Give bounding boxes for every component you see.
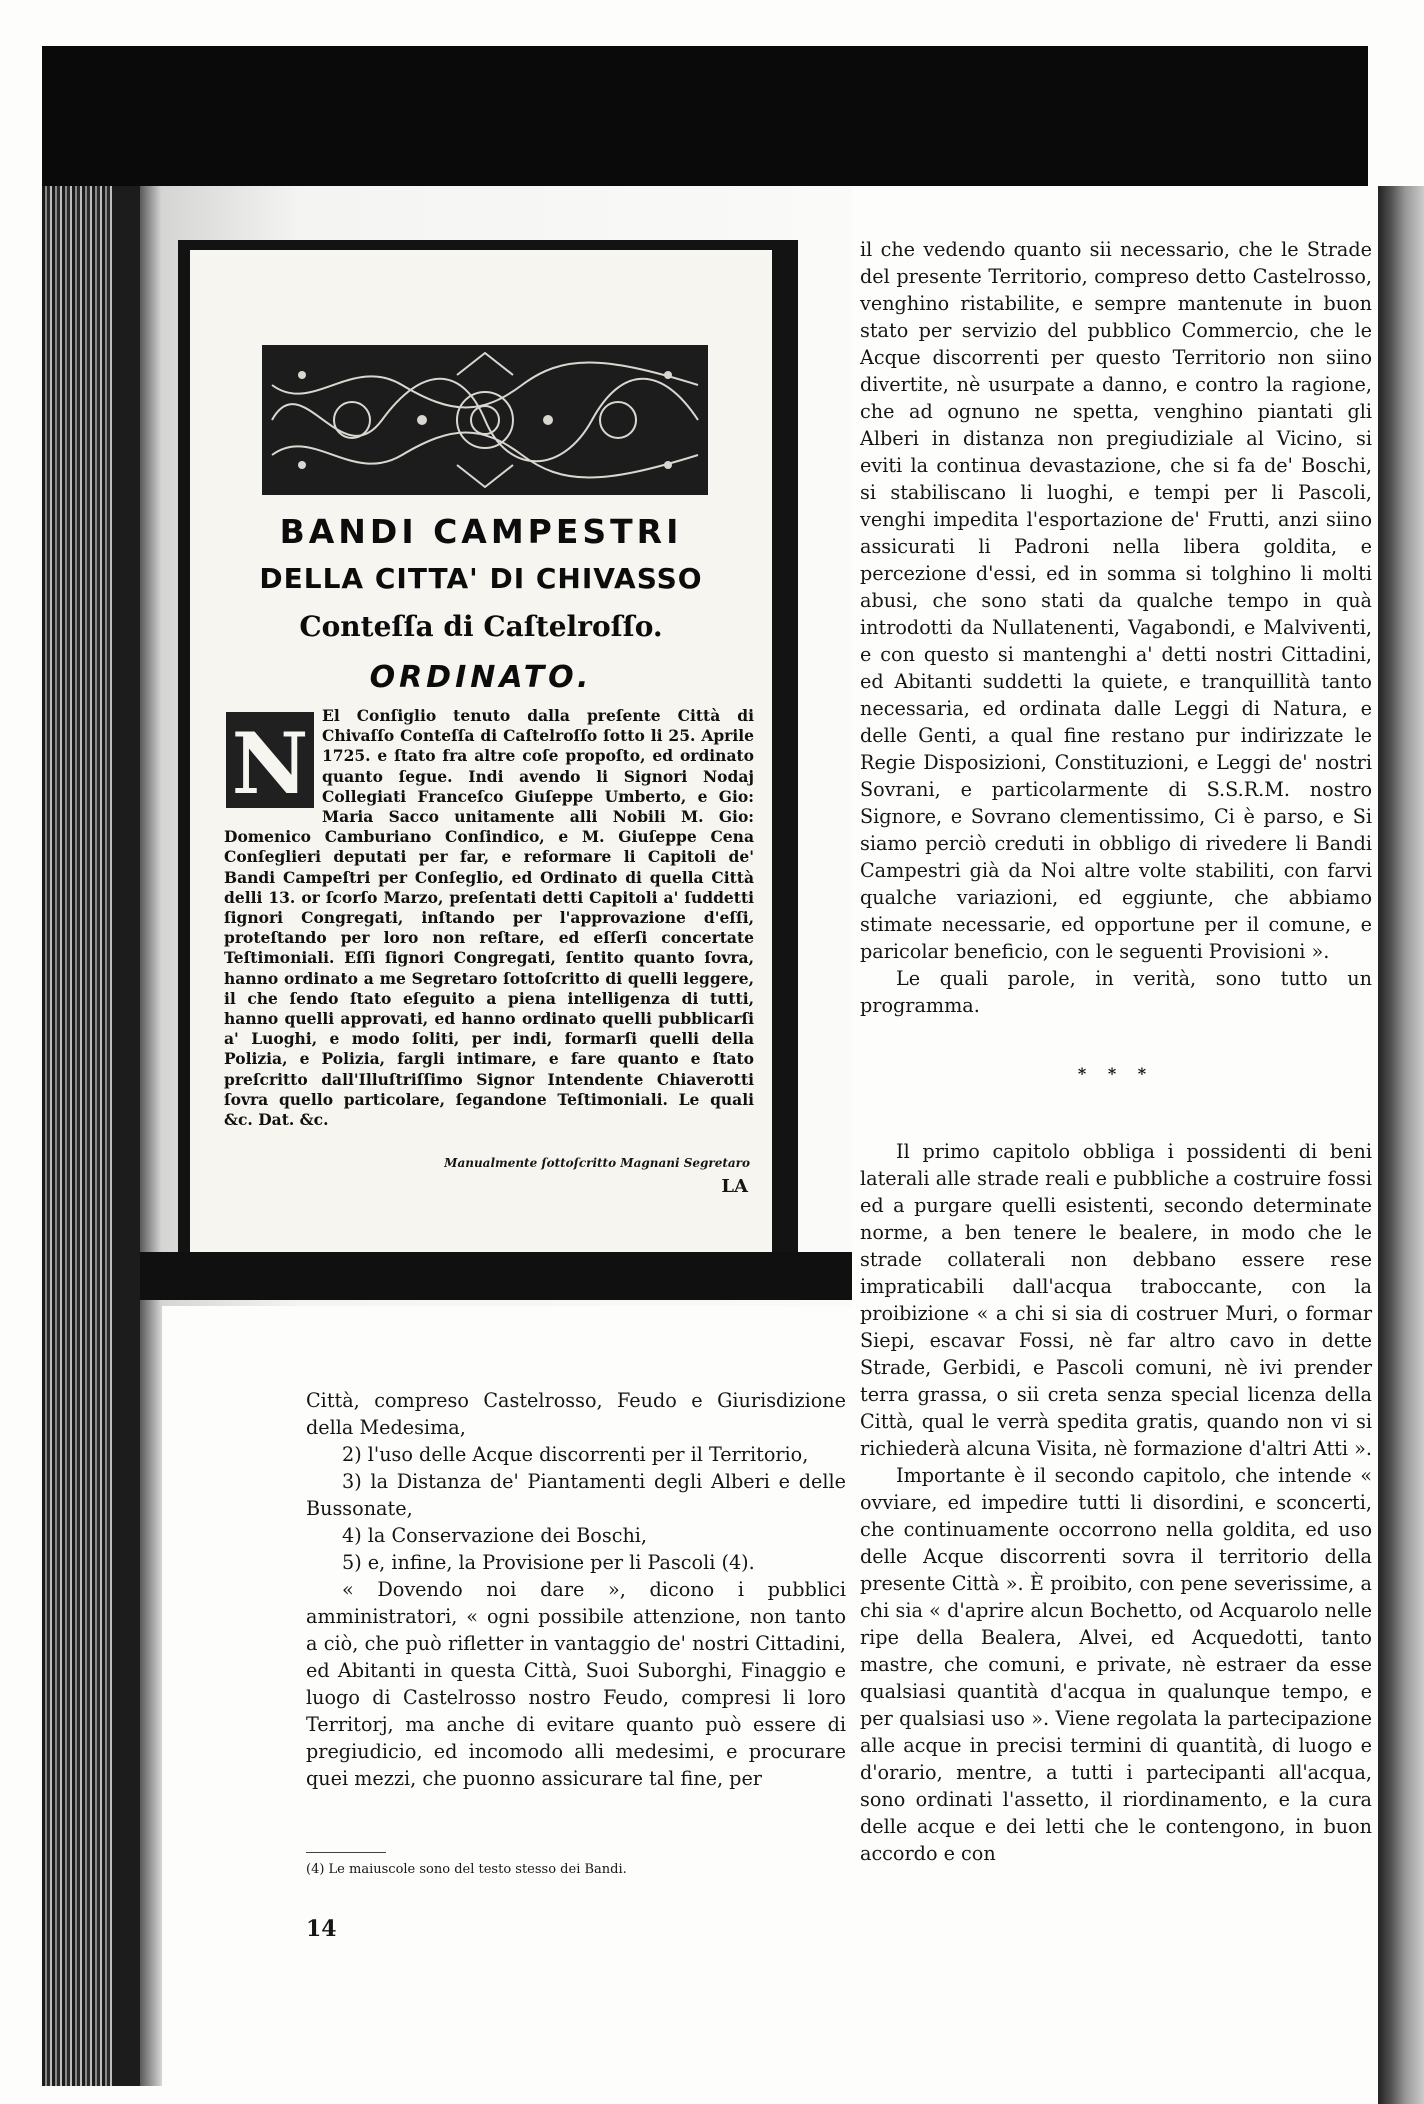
list-item: 2) l'uso delle Acque discorrenti per il Territorio, [342,1443,809,1466]
section-separator: * * * [1077,1064,1155,1083]
inset-bottom-shadow [140,1252,852,1300]
page-number: 14 [306,1916,337,1942]
list-item: 5) e, infine, la Provisione per li Pascoli (4). [342,1551,755,1574]
paragraph: Città, compreso Castelrosso, Feudo e Giurisdizione della Medesima, [306,1389,846,1439]
list-item: 4) la Conservazione dei Boschi, [342,1524,648,1547]
inset-title-line1: BANDI CAMPESTRI [279,512,683,551]
footnote-rule [306,1852,386,1853]
list-item: 3) la Distanza de' Piantamenti degli Alberi e delle Bussonate, [306,1470,846,1520]
paragraph: Le quali parole, in verità, sono tutto un programma. [860,967,1372,1017]
footnote: (4) Le maiuscole sono del testo stesso dei Bandi. [306,1862,627,1877]
book-spine-shadow [112,186,140,2086]
inset-heading: ORDINATO. [369,660,593,695]
inset-document [190,250,772,1268]
paragraph: Importante è il secondo capitolo, che intende « ovviare, ed impedire tutti li disordini, e sconcerti, che continuamente occorrono nella goldita, ed uso delle Acque discorrenti sovra il territorio della presente Città ». È proibito, con pene severissime, a chi sia « d'aprire alcun Bochetto, od Acquarolo nelle ripe della Bealera, Alvei, ed Acquedotti, tanto mastre, che comuni, e private, nè estraer da esse qualsiasi quantità d'acqua in qualunque tempo, e per qualsiasi uso ». Viene regolata la partecipazione alle acque in precisi termini di quantità, di luogo e d'orario, mentre, a tutti i partecipanti all'acqua, sono ordinati l'assetto, il riordinamento, e la cura delle acque e dei letti che le contengono, in buon accordo e con [860,1464,1372,1865]
top-margin [0,0,1424,46]
scan-right-edge [1378,186,1424,2104]
ornamental-header-engraving [262,345,708,495]
gutter-shadow [140,186,162,2086]
inset-signature: Manualmente ſottoſcritto Magnani Segretaro [444,1156,750,1170]
inset-body-content: El Conſiglio tenuto dalla preſente Città di Chivaſſo Conteſſa di Caſtelroſſo ſotto li 25. Aprile 1725. e ſtato fra altre coſe propoſto, ed ordinato quanto ſegue. Indi avendo li Signori Nodaj Collegiati Franceſco Giuſeppe Umberto, e Gio: Maria Sacco unitamente alli Nobili M. Gio: Domenico Camburiano Conſindico, e M. Giuſeppe Cena Conſeglieri deputati per far, e reformare li Capitoli de' Bandi Campeſtri per Conſeglio, ed Ordinato di quella Città delli 13. or ſcorſo Marzo, preſentati detti Capitoli a' ſuddetti ſignori Congregati, inſtando per l'approvazione d'eſſi, proteſtando per loro non reſtare, ed eſſerſi concertate Teſtimoniali. Eſſi ſignori Congregati, ſentito quanto ſovra, hanno ordinato a me Segretaro ſottoſcritto di quelli leggere, il che ſendo ſtato eſeguito a piena intelligenza di tutti, hanno quelli approvati, ed hanno ordinato quelli pubblicarſi a' Luoghi, e modo ſoliti, per indi, formarſi quelli della Polizia, e Polizia, fargli intimare, e fare quanto e ſtato preſcritto dall'Illuſtriſſimo Signor Intendente Chiaverotti ſovra quello particolare, ſegandone Teſtimoniali. Le quali &c. Dat. &c. [224,706,754,1130]
book-page-edges [42,186,112,2086]
inset-body-text [224,706,754,1186]
right-column-bottom [860,1138,1372,1867]
right-column-top [860,236,1372,1019]
inset-title-line2: DELLA CITTA' DI CHIVASSO [259,562,703,595]
paragraph: il che vedendo quanto sii necessario, che le Strade del presente Territorio, compreso detto Castelrosso, venghino ristabilite, e sempre mantenute in buon stato per servizio del pubblico Commercio, che le Acque discorrenti per questo Territorio non siino divertite, nè usurpate a danno, e contro la ragione, che ad ognuno ne spetta, venghino piantati gli Alberi in distanza non pregiudiziale al Vicino, si eviti la continua devastazione, che si fa de' Boschi, si stabiliscano li luoghi, e tempi per li Pascoli, venghi impedita l'esportazione de' Frutti, anzi siino assicurati li Padroni nella libera goldita, e percezione d'essi, ed in somma si tolghino li molti abusi, che sono stati da qualche tempo in quà introdotti da Nullatenenti, Vagabondi, e Malviventi, e con questo si mantenghi a' detti nostri Cittadini, ed Abitanti suddetti la quiete, e tranquillità tanto necessaria, ed ordinata dalle Leggi di Natura, e delle Genti, a qual fine restano pur indirizzate le Regie Disposizioni, Constituzioni, e Leggi de' nostri Sovrani, e particolarmente di S.S.R.M. nostro Signore, e Sovrano clementissimo, Ci è parso, e Si siamo perciò creduti in obbligo di rivedere li Bandi Campestri già da Noi altre volte stabiliti, con farvi qualche variazioni, ed eggiunte, che abbiamo stimate necessarie, ed opportune per il comune, e paricolar beneficio, con le seguenti Provisioni ». [860,238,1372,963]
paragraph: Il primo capitolo obbliga i possidenti di beni laterali alle strade reali e pubbliche a costruire fossi ed a purgare quelli esistenti, secondo determinate norme, a ben tenere le bealere, in modo che le strade collaterali non debbano essere rese impraticabili dall'acqua traboccante, con la proibizione « a chi si sia di costruer Muri, o formar Siepi, escavar Fossi, nè far altro cavo in dette Strade, Gerbidi, e Pascoli comuni, nè ivi prender terra grassa, o sii creta senza special licenza della Città, qual le verrà spedita gratis, quando non vi si richiederà alcuna Visita, nè formazione d'altri Atti ». [860,1140,1372,1460]
inset-catchword: LA [721,1176,748,1197]
scan-top-shadow [42,46,1368,186]
left-column [306,1387,846,1792]
inset-drop-cap: N [226,712,314,808]
paragraph: « Dovendo noi dare », dicono i pubblici amministratori, « ogni possibile attenzione, non tanto a ciò, che può rifletter in vantaggio de' nostri Cittadini, ed Abitanti in questa Città, Suoi Suborghi, Finaggio e luogo di Castelrosso nostro Feudo, compresi li loro Territorj, ma anche di evitare quanto può essere di pregiudicio, ed incomodo alli medesimi, e procurare quei mezzi, che puonno assicurare tal fine, per [306,1578,846,1790]
inset-title-line3: Conteſſa di Caſtelroſſo. [299,610,663,643]
